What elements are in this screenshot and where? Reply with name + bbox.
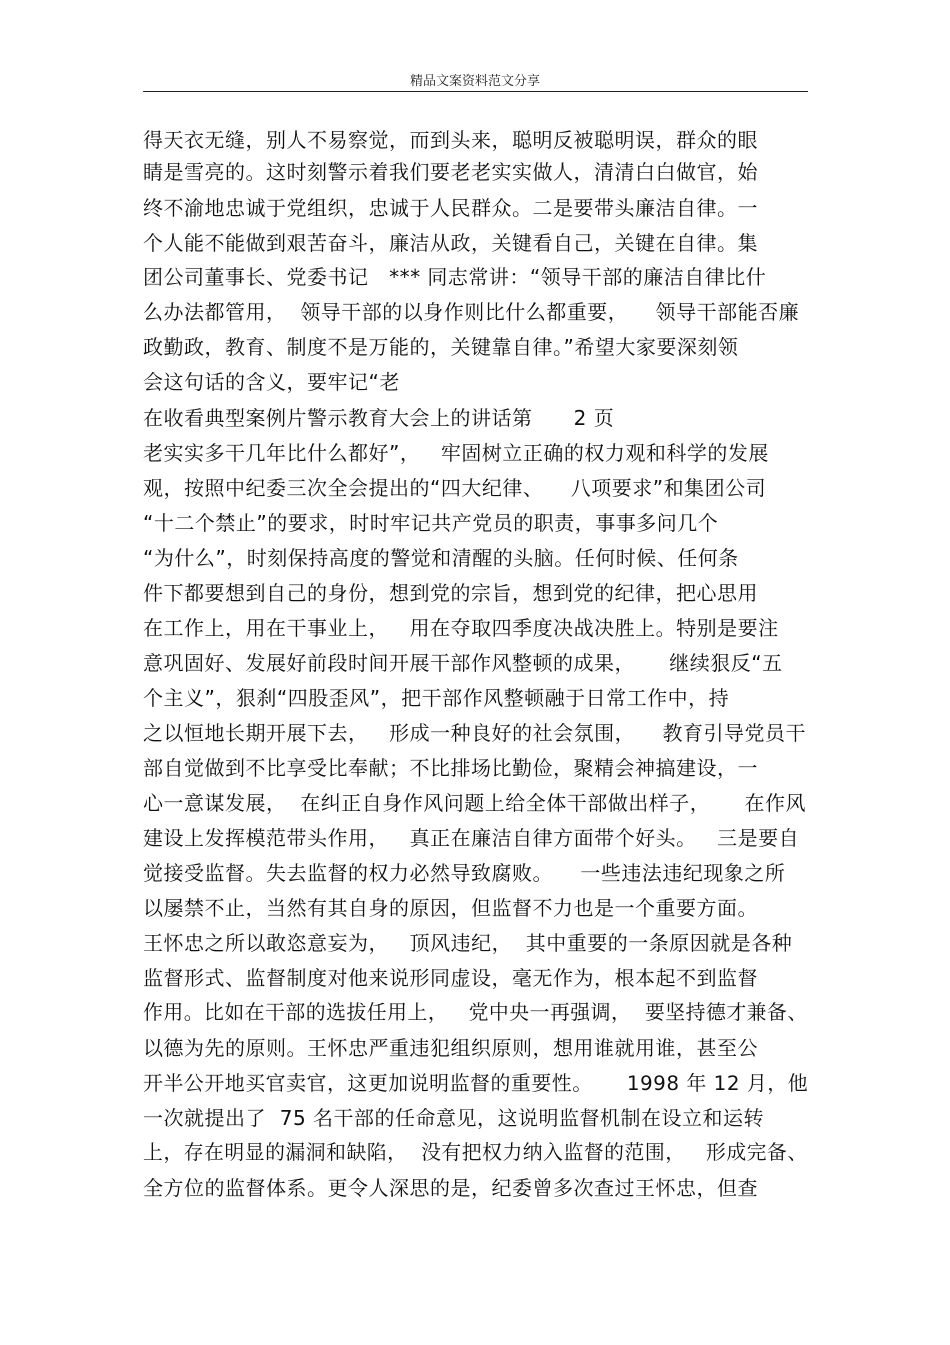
text-line: 作用。比如在干部的选拔任用上， 党中央一再强调， 要坚持德才兼备、 [143, 1001, 808, 1024]
text-line: 建设上发挥模范带头作用， 真正在廉洁自律方面带个好头。 三是要自 [143, 826, 800, 850]
text-line: 个人能不能做到艰苦奋斗，廉洁从政，关键看自己，关键在自律。集 [143, 231, 758, 255]
text-line: 意巩固好、发展好前段时间开展干部作风整顿的成果， 继续狠反“五 [143, 651, 783, 675]
text-line: “为什么”，时刻保持高度的警觉和清醒的头脑。任何时候、任何条 [143, 546, 739, 570]
text-line: 观，按照中纪委三次全会提出的“四大纪律、 八项要求”和集团公司 [143, 476, 767, 500]
text-line: 会这句话的含义，要牢记“老 [143, 370, 400, 394]
text-line: 个主义”，狠刹“四股歪风”，把干部作风整顿融于日常工作中，持 [143, 686, 730, 710]
text-line: 部自觉做到不比享受比奉献；不比排场比勤俭，聚精会神搞建设，一 [143, 756, 758, 780]
header-rule [143, 91, 808, 92]
text-line: 上，存在明显的漏洞和缺陷， 没有把权力纳入监督的范围， 形成完备、 [143, 1141, 808, 1164]
text-line: 王怀忠之所以敢恣意妄为， 顶风违纪， 其中重要的一条原因就是各种 [143, 931, 793, 955]
text-line: 监督形式、监督制度对他来说形同虚设，毫无作为，根本起不到监督 [143, 966, 758, 990]
text-line: 在工作上，用在干事业上， 用在夺取四季度决战决胜上。特别是要注 [143, 616, 779, 640]
text-line: 全方位的监督体系。更令人深思的是，纪委曾多次查过王怀忠，但查 [143, 1176, 758, 1200]
text-line: 得天衣无缝，别人不易察觉，而到头来，聪明反被聪明误，群众的眼 [143, 128, 758, 152]
text-line: 以屡禁不止，当然有其自身的原因，但监督不力也是一个重要方面。 [143, 896, 758, 920]
text-line: 团公司董事长、党委书记 *** 同志常讲：“领导干部的廉洁自律比什 [143, 265, 767, 289]
text-line: 以德为先的原则。王怀忠严重违犯组织原则，想用谁就用谁，甚至公 [143, 1036, 758, 1060]
header-title: 精品文案资料范文分享 [409, 74, 540, 89]
text-line: 开半公开地买官卖官，这更加说明监督的重要性。 1998 年 12 月，他 [143, 1071, 809, 1095]
page-footer-text: 在收看典型案例片警示教育大会上的讲话第 2 页 [143, 406, 615, 430]
text-line: 睛是雪亮的。这时刻警示着我们要老老实实做人，清清白白做官，始 [143, 160, 758, 184]
text-line: 终不渝地忠诚于党组织，忠诚于人民群众。二是要带头廉洁自律。一 [143, 196, 758, 220]
text-line: 之以恒地长期开展下去， 形成一种良好的社会氛围， 教育引导党员干 [143, 721, 807, 745]
text-line: 政勤政，教育、制度不是万能的，关键靠自律。”希望大家要深刻领 [143, 335, 739, 359]
text-line: 心一意谋发展， 在纠正自身作风问题上给全体干部做出样子， 在作风 [143, 791, 807, 815]
text-line: “十二个禁止”的要求，时时牢记共产党员的职责，事事多问几个 [143, 511, 719, 535]
text-line: 一次就提出了 75 名干部的任命意见，这说明监督机制在设立和运转 [143, 1106, 765, 1130]
text-line: 老实实多干几年比什么都好”， 牢固树立正确的权力观和科学的发展 [143, 441, 769, 465]
text-line: 件下都要想到自己的身份，想到党的宗旨，想到党的纪律，把心思用 [143, 581, 758, 605]
text-line: 么办法都管用， 领导干部的以身作则比什么都重要， 领导干部能否廉 [143, 300, 800, 324]
text-line: 觉接受监督。失去监督的权力必然导致腐败。 一些违法违纪现象之所 [143, 861, 786, 885]
